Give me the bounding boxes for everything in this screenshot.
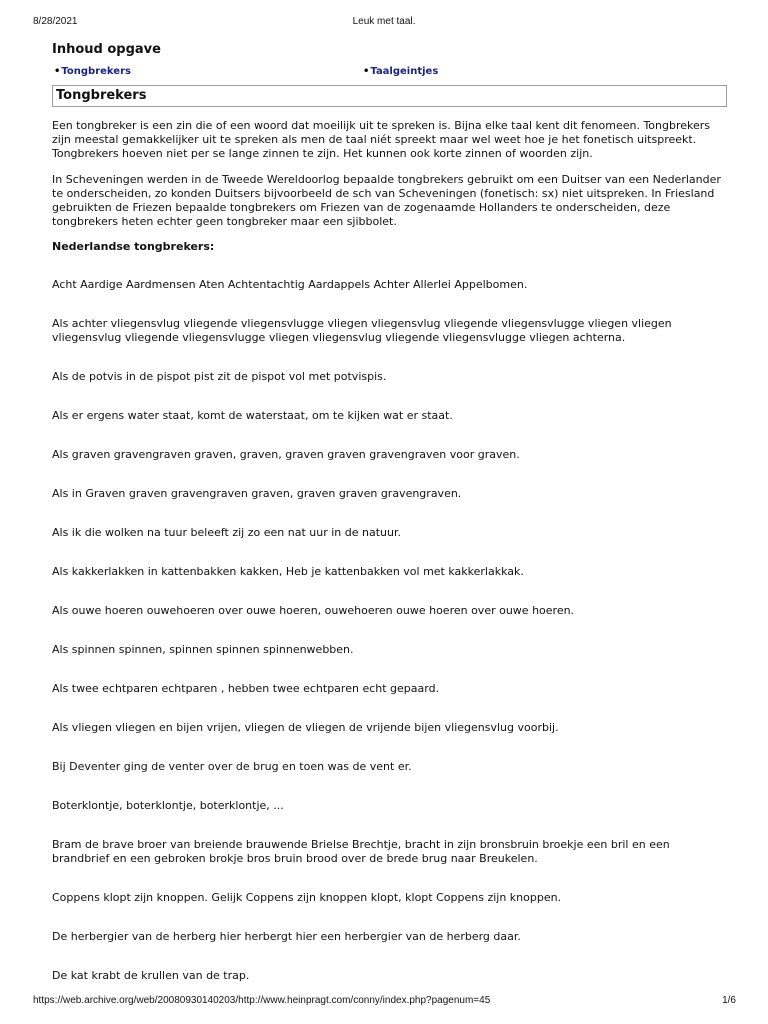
source-url: https://web.archive.org/web/20080930140203/http://www.heinpragt.com/conny/index.php?pagenum=45 [33, 995, 491, 1006]
article [52, 42, 727, 1008]
tongue-twister: Als er ergens water staat, komt de waterstaat, om te kijken wat er staat. [52, 409, 453, 422]
page-title: Leuk met taal. [352, 16, 416, 27]
toc-item-taalgeintjes[interactable] [363, 66, 438, 77]
bullet-icon: • [363, 66, 370, 77]
tongue-twister: Als in Graven graven gravengraven graven, graven graven gravengraven. [52, 487, 462, 500]
toc-link-label[interactable]: Taalgeintjes [370, 66, 439, 77]
tongue-twister: Als kakkerlakken in kattenbakken kakken, Heb je kattenbakken vol met kakkerlakkak. [52, 565, 524, 578]
tongue-twister: Als achter vliegensvlug vliegende vliegensvlugge vliegen vliegensvlug vliegende vliegensvlugge vliegen vliegen vliegensvlug vliegende vliegensvlugge vliegen vliegensvlug vliegende vliegensvlugge vliegen achterna. [52, 317, 672, 344]
toc-item-tongbrekers[interactable] [54, 66, 131, 77]
tongue-twister: De kat krabt de krullen van de trap. [52, 969, 250, 982]
intro-paragraph: In Scheveningen werden in de Tweede Wereldoorlog bepaalde tongbrekers gebruikt om een Duitser van een Nederlander te onderscheiden, zo konden Duitsers bijvoorbeeld de sch van Scheveningen (fonetisch: sx) niet uitspreken. In Friesland gebruikten de Friezen bepaalde tongbrekers om Friezen van de zogenaamde Hollanders te onderscheiden, deze tongbrekers heten echter geen tongbreker maar een sjibbolet. [52, 173, 721, 228]
subheading: Nederlandse tongbrekers: [52, 240, 215, 253]
tongue-twister: Als twee echtparen echtparen , hebben twee echtparen echt gepaard. [52, 682, 440, 695]
intro-paragraph: Een tongbreker is een zin die of een woord dat moeilijk uit te spreken is. Bijna elke taal kent dit fenomeen. Tongbrekers zijn meestal gemakkelijker uit te spreken als men de taal niét spreekt maar wel weet hoe je het fonetisch uitspreekt. Tongbrekers hoeven niet per se lange zinnen te zijn. Het kunnen ook korte zinnen of woorden zijn. [52, 119, 711, 160]
tongue-twister: Als spinnen spinnen, spinnen spinnen spinnenwebben. [52, 643, 354, 656]
print-date: 8/28/2021 [33, 16, 78, 27]
tongue-twister-list [52, 278, 727, 983]
tongue-twister: Als graven gravengraven graven, graven, graven graven gravengraven voor graven. [52, 448, 520, 461]
tongue-twister: Bij Deventer ging de venter over de brug en toen was de vent er. [52, 760, 412, 773]
toc-list [52, 66, 727, 82]
tongue-twister: Als vliegen vliegen en bijen vrijen, vliegen de vliegen de vrijende bijen vliegensvlug voorbij. [52, 721, 559, 734]
tongue-twister: Als de potvis in de pispot pist zit de pispot vol met potvispis. [52, 370, 387, 383]
tongue-twister: Acht Aardige Aardmensen Aten Achtentachtig Aardappels Achter Allerlei Appelbomen. [52, 278, 528, 291]
toc-link-label[interactable]: Tongbrekers [61, 66, 131, 77]
toc-title: Inhoud opgave [52, 42, 161, 57]
section-heading: Tongbrekers [52, 85, 727, 107]
tongue-twister: Als ouwe hoeren ouwehoeren over ouwe hoeren, ouwehoeren ouwe hoeren over ouwe hoeren. [52, 604, 575, 617]
intro [52, 119, 727, 229]
tongue-twister: Als ik die wolken na tuur beleeft zij zo een nat uur in de natuur. [52, 526, 401, 539]
bullet-icon: • [54, 66, 61, 77]
tongue-twister: De herbergier van de herberg hier herbergt hier een herbergier van de herberg daar. [52, 930, 521, 943]
tongue-twister: Coppens klopt zijn knoppen. Gelijk Coppens zijn knoppen klopt, klopt Coppens zijn knoppen. [52, 891, 562, 904]
tongue-twister: Boterklontje, boterklontje, boterklontje, ... [52, 799, 284, 812]
tongue-twister: Bram de brave broer van breiende brauwende Brielse Brechtje, bracht in zijn bronsbruin broekje een bril en een brandbrief en een gebroken brokje bros bruin brood over de brede brug naar Breukelen. [52, 838, 670, 865]
page-number: 1/6 [722, 995, 736, 1006]
